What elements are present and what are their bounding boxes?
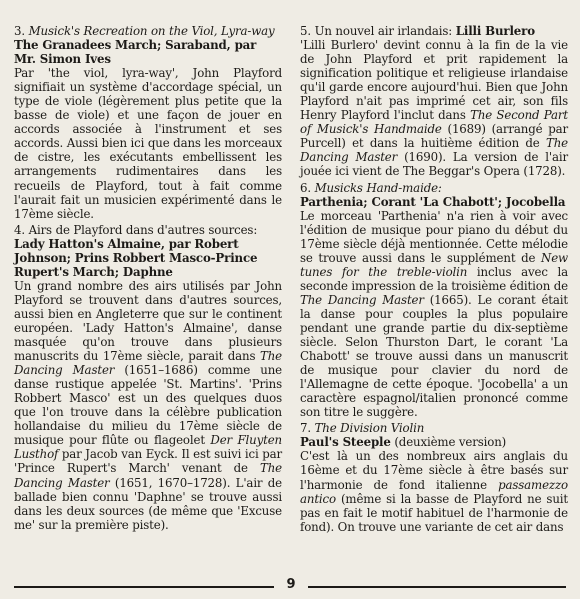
track-7-section	[300, 421, 568, 533]
track-3-pieces: The Granadees March; Saraband, par Mr. Simon Ives	[14, 38, 257, 67]
italic-title: The Dancing Master	[300, 136, 568, 165]
track-4-title: Airs de Playford dans d'autres sources:	[28, 222, 258, 237]
track-7-title: The Division Violin	[314, 421, 425, 436]
italic-title: The Dancing Master	[300, 292, 424, 307]
track-4-pieces: Lady Hatton's Almaine, par Robert Johnson; Prins Robbert Masco-Prince Rupert's March; Daphne	[14, 236, 258, 279]
track-5-body: 'Lilli Burlero' devint connu à la fin de la vie de John Playford et prit rapidement la signification politique et religieuse irlandaise qu'il garde encore aujourd'hui. Bien que John Playford n'ait pas imprimé cet air, son fils Henry Playford l'inclut dans The Second Part of Musick's Handmaide (1689) (arrangé par Purcell) et dans la huitième édition de The Dancing Master (1690). La version de l'air jouée ici vient de The Beggar's Opera (1728).	[300, 38, 569, 179]
track-6-section	[300, 181, 568, 420]
track-5-heading: 5. Un nouvel air irlandais: Lilli Burlero	[300, 24, 535, 38]
track-6-heading: 6. Musicks Hand-maide:	[300, 180, 442, 195]
track-3-body: Par 'the viol, lyra-way', John Playford signifiait un système d'accordage spécial, un type de viole (légèrement plus petite que la basse de viole) et une façon de jouer en accords associée à l'instrument et ses accords. Aussi bien ici que dans les morceaux de cistre, les exécutants embellissent les arrangements rudimentaires dans les recueils de Playford, tout à fait comme l'aurait fait un musicien expérimenté dans le 17ème siècle.	[14, 66, 282, 221]
track-4-body: Un grand nombre des airs utilisés par John Playford se trouvent dans d'autres sources, aussi bien en Angleterre que sur le continent européen. 'Lady Hatton's Almaine', danse masquée qu'on trouve dans plusieurs manuscrits du 17ème siècle, parait dans The Dancing Master (1651–1686) comme une danse rustique appelée 'St. Martins'. 'Prins Robbert Masco' est un des quelques duos que l'on trouve dans la célèbre publication hollandaise du milieu du 17ème siècle de musique pour flûte ou flageolet Der Fluyten Lusthof par Jacob van Eyck. Il est suivi ici par 'Prince Rupert's March' venant de The Dancing Master (1651, 1670–1728). L'air de ballade bien connu 'Daphne' se trouve aussi dans les deux sources (de même que 'Excuse me' sur la première piste).	[14, 278, 282, 532]
track-4-section	[14, 223, 282, 532]
footer-rule-right	[308, 586, 566, 588]
page-number: 9	[286, 577, 296, 592]
right-column	[300, 24, 568, 536]
footer-rule-left	[14, 586, 274, 588]
track-5-section	[300, 24, 568, 179]
track-7-pieces: Paul's Steeple (deuxième version)	[300, 435, 507, 450]
track-6-title: Musicks Hand-maide:	[314, 180, 442, 195]
track-5-piece: Lilli Burlero	[455, 24, 535, 38]
track-6-body: Le morceau 'Parthenia' n'a rien à voir avec l'édition de musique pour piano du début du 17ème siècle déjà mentionnée. Cette mélodie se trouve aussi dans le supplément de New tunes for the treble-violin inclus avec la seconde impression de la troisième édition de The Dancing Master (1665). Le corant était la danse pour couples la plus populaire pendant une grande partie du dix-septième siècle. Selon Thurston Dart, le corant 'La Chabott' se trouve aussi dans un manuscrit de musique pour clavier du nord de l'Allemagne de cette époque. 'Jocobella' a un caractère espagnol/italien prononcé comme son titre le suggère.	[300, 208, 568, 420]
track-6-pieces: Parthenia; Corant 'La Chabott'; Jocobella	[300, 194, 566, 209]
italic-title: Der Fluyten Lusthof	[14, 433, 282, 462]
italic-title: The Second Part of Musick's Handmaide	[300, 108, 568, 137]
left-column	[14, 24, 282, 534]
track-5-title: Un nouvel air irlandais:	[314, 24, 456, 38]
track-7-heading: 7. The Division Violin	[300, 421, 425, 436]
track-3-heading: 3. Musick's Recreation on the Viol, Lyra-way	[14, 24, 275, 38]
track-7-body: C'est là un des nombreux airs anglais du 16ème et du 17ème siècle à être basés sur l'harmonie de fond italienne passamezzo antico (même si la basse de Playford ne suit pas en fait le motif habituel de l'harmonie de fond). On trouve une variante de cet air dans	[300, 449, 568, 534]
italic-title: The Dancing Master	[14, 461, 282, 490]
track-4-heading: 4. Airs de Playford dans d'autres sources:	[14, 222, 258, 237]
track-3-title: Musick's Recreation on the Viol, Lyra-way	[28, 24, 275, 38]
italic-title: New tunes for the treble-violin	[300, 250, 568, 279]
italic-title: The Dancing Master	[14, 349, 282, 378]
track-3-section	[14, 24, 282, 221]
italic-title: passamezzo antico	[300, 477, 568, 506]
page-footer	[14, 577, 566, 595]
